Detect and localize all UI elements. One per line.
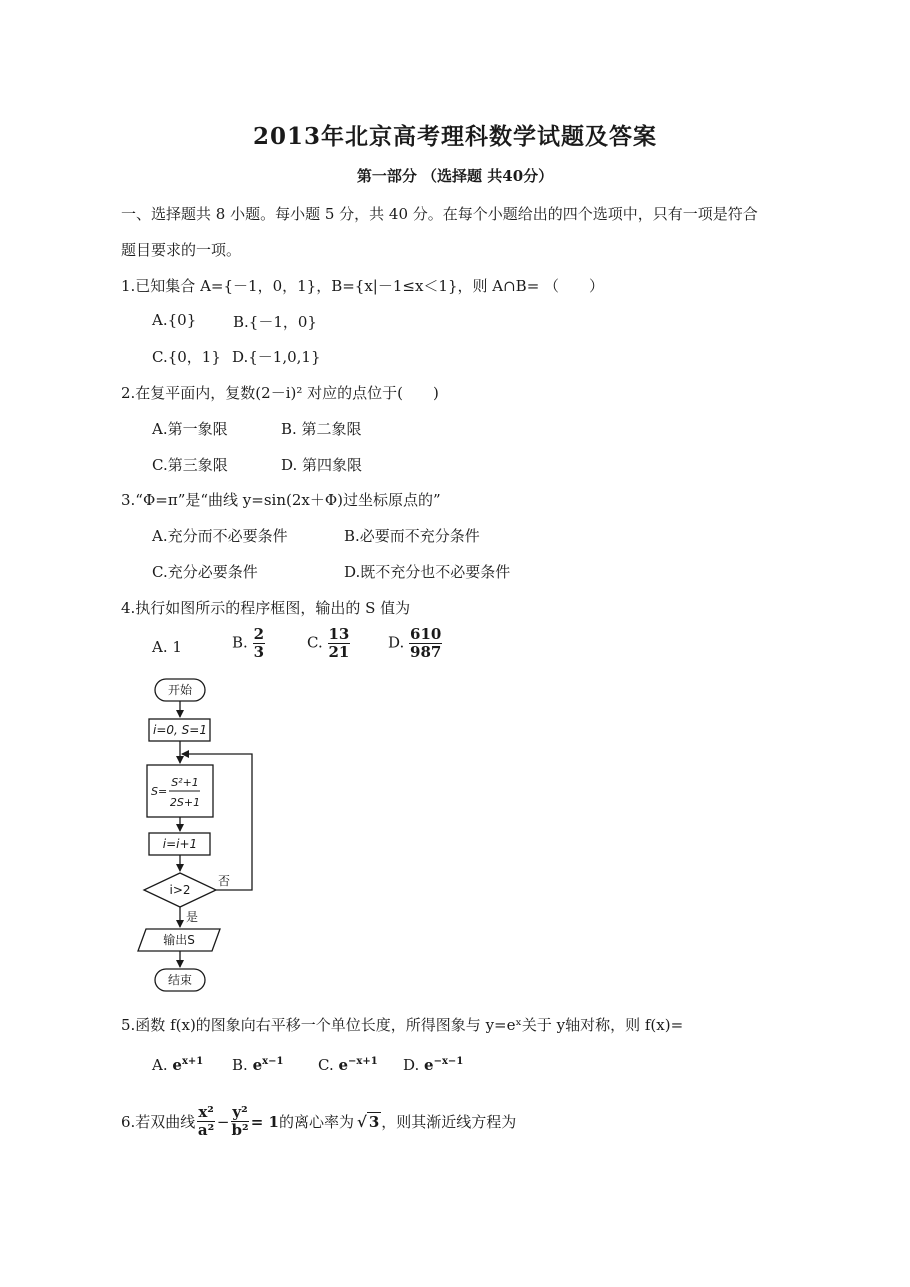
exponential-base: e [252, 1056, 263, 1074]
question-1-option-b: B.{－1，0} [233, 313, 317, 331]
q6-middle: 的离心率为 [278, 1113, 354, 1131]
question-2-option-d: D. 第四象限 [281, 456, 363, 474]
no-branch-label: 否 [218, 874, 231, 888]
question-3-option-c: C.充分必要条件 [152, 563, 258, 581]
exponent: x+1 [181, 1056, 204, 1067]
question-1-option-c: C.{0，1} [152, 348, 221, 366]
exponent: x−1 [262, 1056, 284, 1067]
minus-sign: − [216, 1112, 230, 1131]
fraction-denominator: 21 [328, 643, 350, 661]
intro-text-line2: 题目要求的一项。 [121, 241, 242, 259]
fraction-numerator: 2 [253, 625, 265, 643]
question-5-option-c [318, 1056, 378, 1074]
end-label: 结束 [167, 973, 193, 987]
equals-one: = 1 [250, 1112, 279, 1131]
assign-lhs: S= [151, 785, 168, 798]
q6-prefix: 6.若双曲线 [121, 1113, 196, 1131]
sqrt-value: 3 [368, 1112, 380, 1131]
fraction-denominator: a² [197, 1121, 215, 1139]
question-1-option-a: A.{0} [152, 311, 197, 329]
question-5-option-d [403, 1056, 463, 1074]
output-label: 输出S [163, 933, 195, 947]
question-4-option-a: A. 1 [152, 638, 182, 656]
option-d-fraction [409, 626, 442, 661]
question-2-option-b: B. 第二象限 [281, 420, 362, 438]
q6-suffix: ，则其渐近线方程为 [381, 1113, 517, 1131]
option-b-label: B. [232, 633, 248, 652]
question-5-option-a [152, 1056, 203, 1074]
x-squared-over-a-squared [197, 1104, 215, 1139]
question-3-option-a: A.充分而不必要条件 [152, 527, 288, 545]
question-3-stem: 3.“Φ=π”是“曲线 y=sin(2x＋Φ)过坐标原点的” [121, 491, 441, 509]
sqrt-sign-icon: √ 3 [356, 1112, 380, 1131]
condition-label: i>2 [169, 883, 191, 897]
exponential-base: e [172, 1056, 182, 1074]
fraction-denominator: b² [231, 1121, 249, 1139]
option-b-label: B. [232, 1056, 248, 1074]
option-b-fraction [253, 626, 265, 661]
page-title: 2013年北京高考理科数学试题及答案 [252, 123, 657, 150]
question-2-option-c: C.第三象限 [152, 456, 228, 474]
question-4-stem: 4.执行如图所示的程序框图，输出的 S 值为 [121, 599, 411, 617]
exponent: −x+1 [348, 1056, 378, 1067]
init-label: i=0, S=1 [153, 723, 207, 737]
assign-denominator: 2S+1 [169, 796, 201, 809]
question-5-stem: 5.函数 f(x)的图象向右平移一个单位长度，所得图象与 y=eˣ关于 y轴对称，则 f(x)= [121, 1016, 684, 1034]
question-5-option-b [232, 1056, 283, 1074]
question-4-option-b [232, 626, 265, 661]
start-label: 开始 [167, 683, 193, 697]
fraction-numerator: x² [198, 1103, 214, 1121]
y-squared-over-b-squared [231, 1104, 248, 1139]
question-1-option-d: D.{－1,0,1} [232, 348, 321, 366]
fraction-numerator: y² [232, 1103, 248, 1121]
question-4-option-c [307, 626, 350, 661]
option-a-label: A. [152, 1056, 168, 1074]
section-subtitle: 第一部分 （选择题 共40分） [356, 167, 554, 185]
question-6-stem [121, 1104, 516, 1139]
question-1-stem: 1.已知集合 A={－1，0，1}，B={x|－1≤x＜1}，则 A∩B= （ ） [121, 277, 605, 295]
question-2-stem: 2.在复平面内，复数(2－i)² 对应的点位于( ) [121, 384, 439, 402]
option-d-label: D. [403, 1056, 420, 1074]
increment-label: i=i+1 [162, 837, 198, 851]
question-3-option-b: B.必要而不充分条件 [344, 527, 480, 545]
fraction-denominator: 987 [410, 643, 442, 661]
intro-text-line1: 一、选择题共 8 小题。每小题 5 分，共 40 分。在每个小题给出的四个选项中，只有一项是符合 [121, 205, 758, 223]
option-c-fraction [328, 626, 351, 661]
yes-branch-label: 是 [186, 910, 199, 924]
question-3-option-d: D.既不充分也不必要条件 [344, 563, 511, 581]
loop-back-arrow [182, 754, 252, 890]
fraction-numerator: 13 [328, 625, 350, 643]
exponent: −x−1 [433, 1056, 464, 1067]
assign-numerator: S²+1 [171, 776, 199, 789]
fraction-numerator: 610 [410, 625, 442, 643]
fraction-denominator: 3 [253, 643, 265, 661]
question-2-option-a: A.第一象限 [152, 420, 228, 438]
question-4-option-d [388, 626, 442, 661]
program-flowchart [130, 675, 270, 1000]
option-c-label: C. [318, 1056, 334, 1074]
exponential-base: e [424, 1056, 434, 1074]
option-d-label: D. [388, 633, 405, 652]
option-c-label: C. [307, 633, 323, 652]
exponential-base: e [338, 1056, 349, 1074]
